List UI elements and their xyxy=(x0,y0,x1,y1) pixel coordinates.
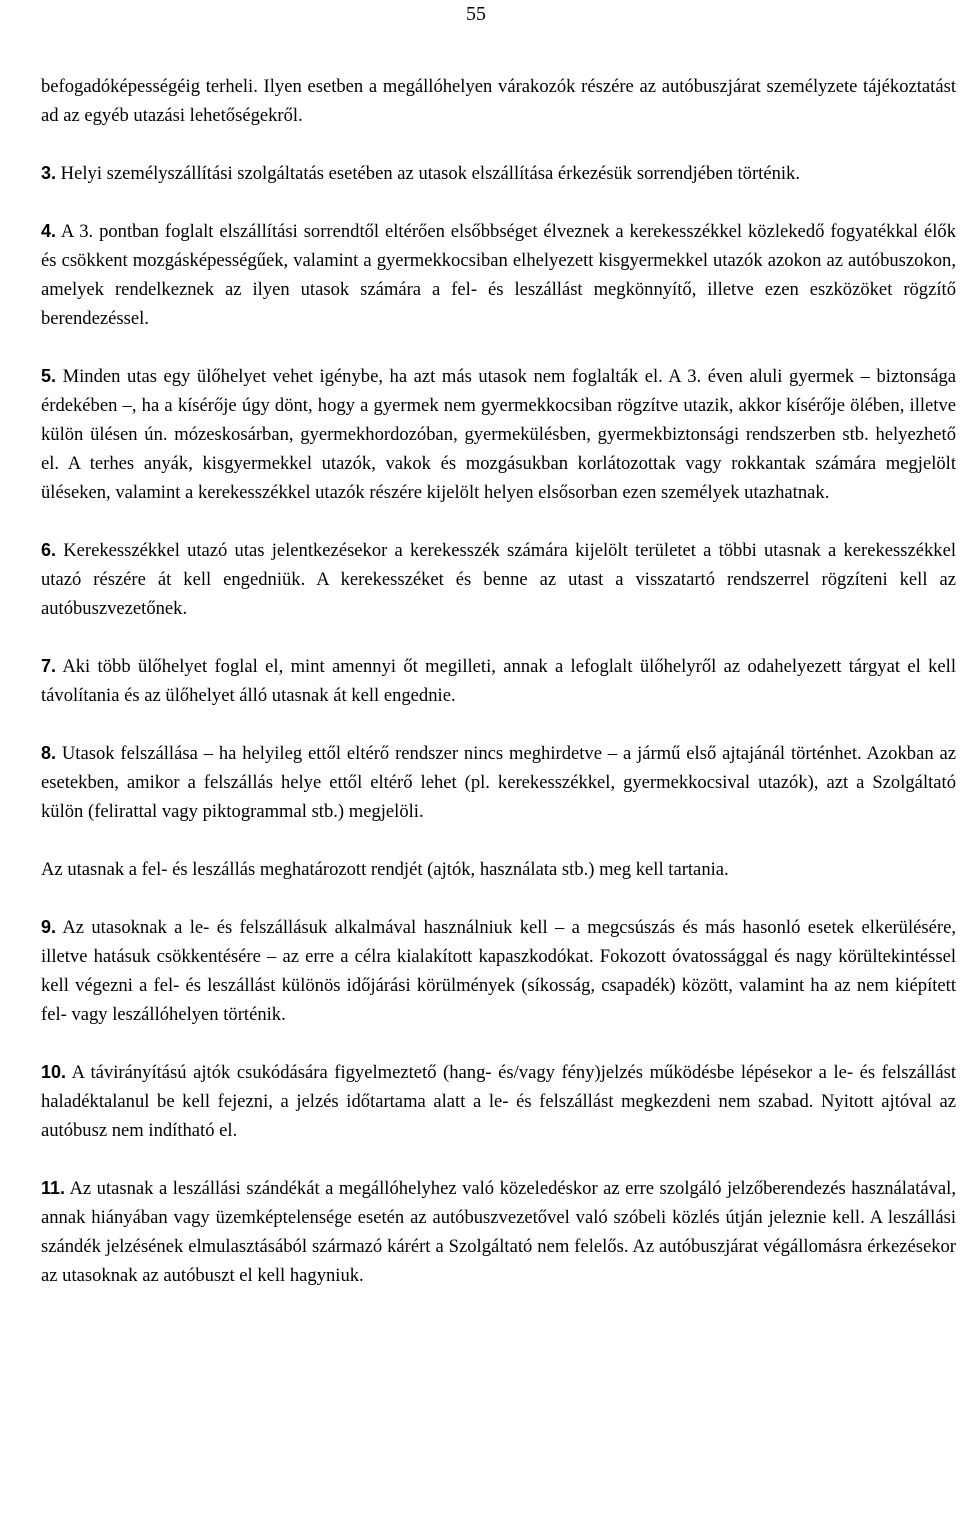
paragraph-number: 6. xyxy=(41,540,57,560)
paragraph-number: 7. xyxy=(41,656,57,676)
paragraph-8 xyxy=(41,739,956,826)
paragraph-number: 3. xyxy=(41,163,57,183)
paragraph-number: 10. xyxy=(41,1062,67,1082)
paragraph-number: 5. xyxy=(41,366,57,386)
paragraph-text: befogadóképességéig terheli. Ilyen esetben a megállóhelyen várakozók részére az autóbuszjárat személyzete tájékoztatást ad az egyéb utazási lehetőségekről. xyxy=(41,76,956,126)
paragraph-3 xyxy=(41,159,956,188)
paragraph-text: Az utasoknak a le- és felszállásuk alkalmával használniuk kell – a megcsúszás és más hasonló esetek elkerülésére, illetve hatásuk csökkentésére – az erre a célra kialakított kapaszkodókat. Fokozott óvatossággal és nagy körültekintéssel kell végezni a fel- és leszállást különös időjárási körülmények (síkosság, csapadék) között, valamint ha az nem kiépített fel- vagy leszállóhelyen történik. xyxy=(41,917,956,1025)
page-number: 55 xyxy=(466,3,486,25)
document-body xyxy=(41,72,956,1290)
paragraph-text: A 3. pontban foglalt elszállítási sorrendtől eltérően elsőbbséget élveznek a kerekesszékkel közlekedő fogyatékkal élők és csökkent mozgásképességűek, valamint a gyermekkocsiban elhelyezett kisgyermekkel utazók azokon az autóbuszokon, amelyek rendelkeznek az ilyen utasok számára a fel- és leszállást megkönnyítő, illetve ezen eszközöket rögzítő berendezéssel. xyxy=(41,221,956,329)
paragraph-text: Az utasnak a leszállási szándékát a megállóhelyhez való közeledéskor az erre szolgáló jelzőberendezés használatával, annak hiányában vagy üzemképtelensége esetén az autóbuszvezetővel való szóbeli közlés útján jeleznie kell. A leszállási szándék jelzésének elmulasztásából származó kárért a Szolgáltató nem felelős. Az autóbuszjárat végállomásra érkezésekor az utasoknak az autóbuszt el kell hagyniuk. xyxy=(41,1178,956,1286)
paragraph-continuation xyxy=(41,72,956,130)
paragraph-text: Kerekesszékkel utazó utas jelentkezésekor a kerekesszék számára kijelölt területet a többi utasnak a kerekesszékkel utazó részére át kell engedniük. A kerekesszéket és benne az utast a visszatartó rendszerrel rögzíteni kell az autóbuszvezetőnek. xyxy=(41,540,956,619)
paragraph-text: Aki több ülőhelyet foglal el, mint amennyi őt megilleti, annak a lefoglalt ülőhelyről az odahelyezett tárgyat el kell távolítania és az ülőhelyet álló utasnak át kell engednie. xyxy=(41,656,956,706)
paragraph-number: 8. xyxy=(41,743,57,763)
paragraph-7 xyxy=(41,652,956,710)
paragraph-10 xyxy=(41,1058,956,1145)
paragraph-6 xyxy=(41,536,956,623)
paragraph-text: Minden utas egy ülőhelyet vehet igénybe, ha azt más utasok nem foglalták el. A 3. éven aluli gyermek – biztonsága érdekében –, ha a kísérője úgy dönt, hogy a gyermek nem gyermekkocsiban rögzítve utazik, akkor kísérője ölében, illetve külön ülésen ún. mózeskosárban, gyermekhordozóban, gyermekülésben, gyermekbiztonsági rendszerben stb. helyezhető el. A terhes anyák, kisgyermekkel utazók, vakok és mozgásukban korlátozottak vagy rokkantak számára megjelölt üléseken, valamint a kerekesszékkel utazók részére kijelölt helyen elsősorban ezen személyek utazhatnak. xyxy=(41,366,956,503)
paragraph-5 xyxy=(41,362,956,507)
paragraph-text: Az utasnak a fel- és leszállás meghatározott rendjét (ajtók, használata stb.) meg kell tartania. xyxy=(41,859,729,880)
paragraph-number: 4. xyxy=(41,221,57,241)
paragraph-text: A távirányítású ajtók csukódására figyelmeztető (hang- és/vagy fény)jelzés működésbe lépésekor a le- és felszállást haladéktalanul be kell fejezni, a jelzés időtartama alatt a le- és felszállást megkezdeni nem szabad. Nyitott ajtóval az autóbusz nem indítható el. xyxy=(41,1062,956,1141)
paragraph-number: 9. xyxy=(41,917,57,937)
paragraph-text: Utasok felszállása – ha helyileg ettől eltérő rendszer nincs meghirdetve – a jármű első ajtajánál történhet. Azokban az esetekben, amikor a felszállás helye ettől eltérő lehet (pl. kerekesszékkel, gyermekkocsival utazók), azt a Szolgáltató külön (felirattal vagy piktogrammal stb.) megjelöli. xyxy=(41,743,956,822)
paragraph-11 xyxy=(41,1174,956,1290)
paragraph-4 xyxy=(41,217,956,333)
paragraph-8-continuation xyxy=(41,855,956,884)
paragraph-number: 11. xyxy=(41,1178,66,1198)
paragraph-text: Helyi személyszállítási szolgáltatás esetében az utasok elszállítása érkezésük sorrendjében történik. xyxy=(60,163,801,184)
paragraph-9 xyxy=(41,913,956,1029)
